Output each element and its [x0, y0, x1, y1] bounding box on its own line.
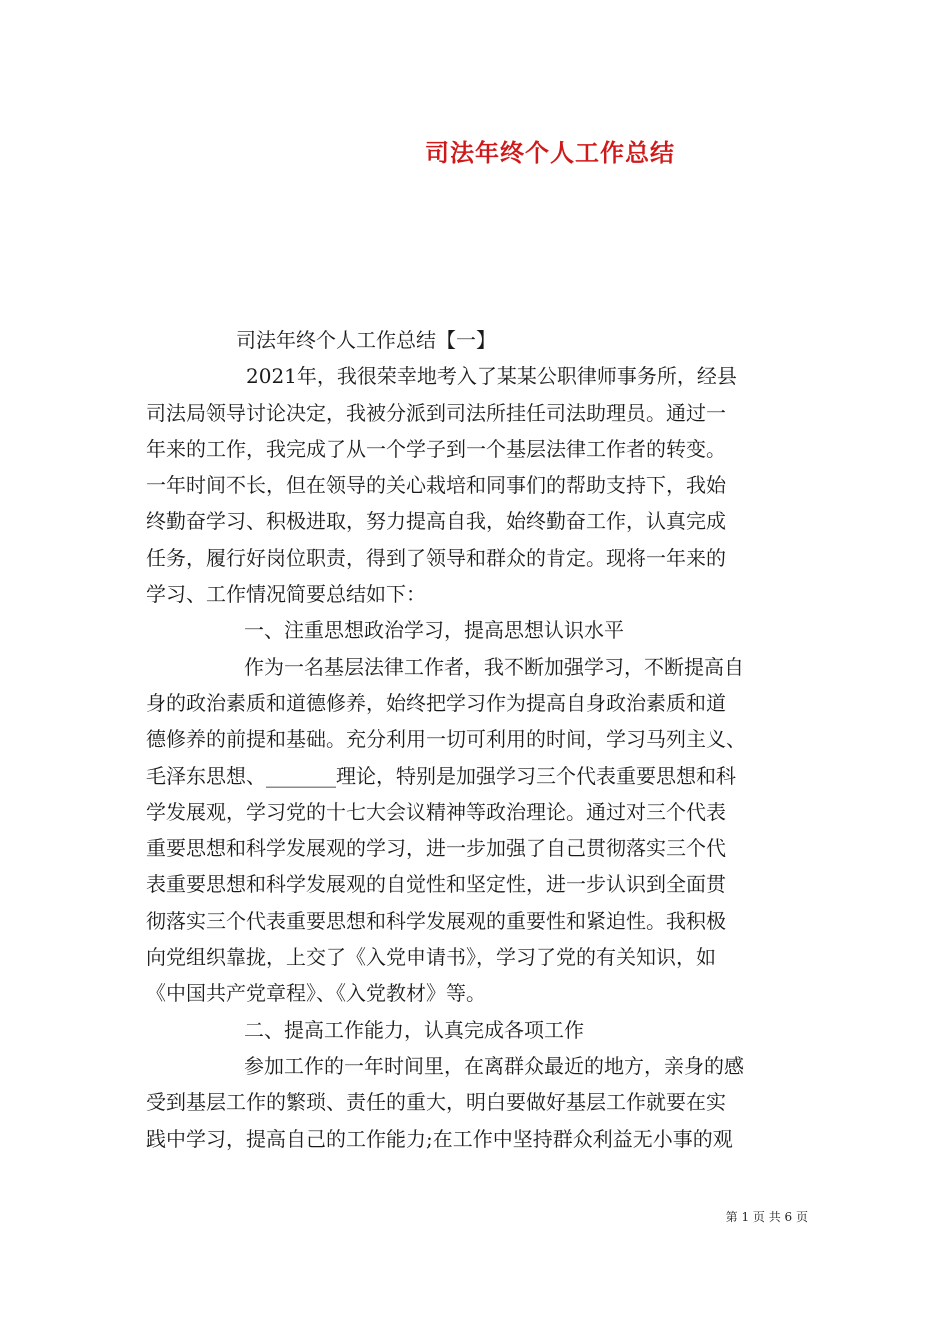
paragraph-line: 2021年，我很荣幸地考入了某某公职律师事务所，经县	[246, 364, 737, 389]
paragraph-line: 毛泽东思想、_______理论，特别是加强学习三个代表重要思想和科	[146, 763, 736, 788]
paragraph-line: 德修养的前提和基础。充分利用一切可利用的时间，学习马列主义、	[146, 727, 746, 752]
paragraph-line: 作为一名基层法律工作者，我不断加强学习，不断提高自	[244, 654, 744, 679]
section-heading: 一、注重思想政治学习，提高思想认识水平	[244, 618, 624, 643]
paragraph-line: 践中学习，提高自己的工作能力;在工作中坚持群众利益无小事的观	[146, 1126, 733, 1151]
paragraph-line: 《中国共产党章程》、《入党教材》等。	[146, 981, 486, 1006]
paragraph-line: 参加工作的一年时间里，在离群众最近的地方，亲身的感	[244, 1053, 744, 1078]
document-title: 司法年终个人工作总结	[425, 139, 675, 167]
section-heading: 司法年终个人工作总结【一】	[236, 328, 496, 352]
document-body	[146, 322, 808, 1157]
paragraph-line: 表重要思想和科学发展观的自觉性和坚定性，进一步认识到全面贯	[146, 872, 726, 897]
paragraph-line: 一年时间不长，但在领导的关心栽培和同事们的帮助支持下，我始	[146, 473, 726, 498]
paragraph-line: 终勤奋学习、积极进取，努力提高自我，始终勤奋工作，认真完成	[146, 509, 726, 534]
paragraph-line: 彻落实三个代表重要思想和科学发展观的重要性和紧迫性。我积极	[146, 908, 726, 933]
paragraph-line: 年来的工作，我完成了从一个学子到一个基层法律工作者的转变。	[146, 436, 726, 461]
paragraph-line: 受到基层工作的繁琐、责任的重大，明白要做好基层工作就要在实	[146, 1090, 726, 1115]
page-number-footer: 第 1 页 共 6 页	[725, 1210, 808, 1224]
paragraph-line: 身的政治素质和道德修养，始终把学习作为提高自身政治素质和道	[146, 690, 726, 715]
paragraph-line: 任务，履行好岗位职责，得到了领导和群众的肯定。现将一年来的	[146, 545, 726, 570]
paragraph-line: 向党组织靠拢，上交了《入党申请书》，学习了党的有关知识，如	[146, 945, 716, 970]
paragraph-line: 学习、工作情况简要总结如下：	[146, 582, 426, 607]
paragraph-line: 重要思想和科学发展观的学习，进一步加强了自己贯彻落实三个代	[146, 836, 726, 861]
paragraph-line: 司法局领导讨论决定，我被分派到司法所挂任司法助理员。通过一	[146, 400, 726, 425]
section-heading: 二、提高工作能力，认真完成各项工作	[244, 1017, 584, 1042]
paragraph-line: 学发展观，学习党的十七大会议精神等政治理论。通过对三个代表	[146, 799, 726, 824]
